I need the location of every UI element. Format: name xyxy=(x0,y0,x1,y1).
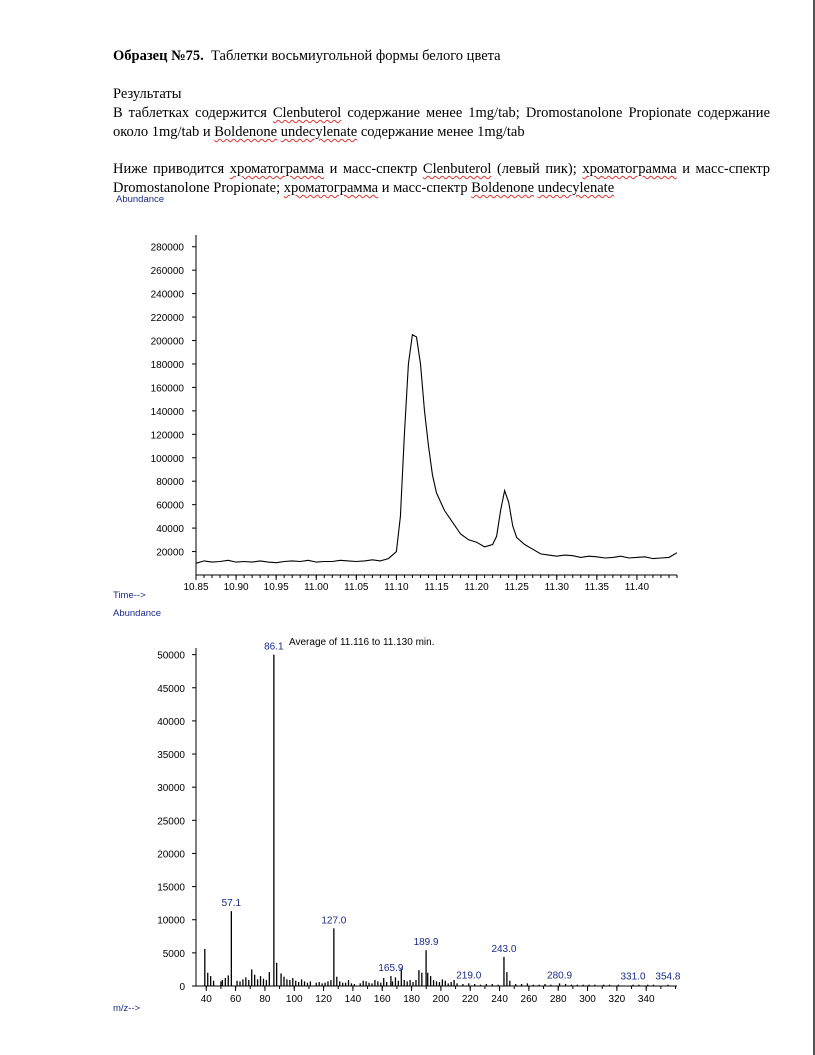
y-tick-label: 50000 xyxy=(157,650,185,662)
sample-label: Образец №75. xyxy=(113,48,204,64)
text-run: содержание менее 1mg/tab xyxy=(357,124,525,140)
x-tick-label: 180 xyxy=(403,994,420,1005)
y-tick-label: 240000 xyxy=(150,289,184,301)
peak-label: 280.9 xyxy=(547,970,573,982)
x-tick-label: 320 xyxy=(608,994,626,1005)
peak-label: 57.1 xyxy=(221,898,242,910)
peak-label: 331.0 xyxy=(620,971,646,983)
spellcheck-word: undecylenate xyxy=(280,124,358,140)
spellcheck-word: хроматограмма xyxy=(582,161,677,177)
y-tick-label: 120000 xyxy=(150,430,184,442)
x-tick-label: 11.05 xyxy=(344,582,369,593)
x-tick-label: 11.15 xyxy=(424,582,449,593)
peak-label: 354.8 xyxy=(655,971,681,983)
x-tick-label: 11.10 xyxy=(384,582,409,593)
x-tick-label: 200 xyxy=(432,994,450,1005)
spectrum-x-axis-label: m/z--> xyxy=(113,1003,141,1014)
y-tick-label: 0 xyxy=(179,982,185,993)
y-tick-label: 180000 xyxy=(150,359,184,371)
y-tick-label: 10000 xyxy=(157,915,185,927)
peak-label: 189.9 xyxy=(413,937,439,949)
x-tick-label: 280 xyxy=(549,994,567,1005)
y-tick-label: 80000 xyxy=(156,477,184,489)
y-tick-label: 20000 xyxy=(156,547,184,559)
y-tick-label: 200000 xyxy=(150,336,184,348)
y-tick-label: 25000 xyxy=(157,816,185,828)
x-tick-label: 220 xyxy=(461,994,479,1005)
peak-label: 165.9 xyxy=(378,963,404,975)
peak-label: 219.0 xyxy=(456,970,482,982)
x-tick-label: 11.20 xyxy=(464,582,489,593)
text-run: Ниже приводится xyxy=(113,161,230,177)
y-tick-label: 220000 xyxy=(150,313,184,325)
spellcheck-word: Clenbuterol xyxy=(422,161,492,177)
y-tick-label: 5000 xyxy=(162,948,185,960)
y-tick-label: 280000 xyxy=(150,242,184,254)
x-tick-label: 60 xyxy=(230,994,242,1005)
spellcheck-word: хроматограмма xyxy=(283,180,379,196)
chromatogram-x-axis-label: Time--> xyxy=(113,590,146,601)
y-tick-label: 100000 xyxy=(150,453,184,465)
spellcheck-word: Clenbuterol xyxy=(272,105,342,121)
x-tick-label: 10.90 xyxy=(223,582,249,593)
x-tick-label: 260 xyxy=(520,994,538,1005)
peak-label: 86.1 xyxy=(264,641,284,653)
text-run: В таблетках содержится xyxy=(113,105,273,121)
y-tick-label: 35000 xyxy=(157,750,185,762)
results-heading: Результаты xyxy=(113,86,182,102)
x-tick-label: 140 xyxy=(344,994,362,1005)
x-tick-label: 160 xyxy=(373,994,391,1005)
y-tick-label: 40000 xyxy=(157,716,185,728)
y-tick-label: 30000 xyxy=(157,783,185,795)
spellcheck-word: хроматограмма xyxy=(229,161,325,177)
text-run: содержание менее 1mg/tab; Dromostanolone Propionate содержание около 1mg/tab и xyxy=(113,105,771,140)
y-tick-label: 260000 xyxy=(150,266,184,278)
x-tick-label: 100 xyxy=(285,994,303,1005)
text-run: (левый пик); xyxy=(491,161,583,177)
spellcheck-word: Boldenone xyxy=(214,124,278,140)
y-tick-label: 60000 xyxy=(156,500,184,512)
y-tick-label: 45000 xyxy=(157,683,185,695)
x-tick-label: 40 xyxy=(200,994,212,1005)
x-tick-label: 80 xyxy=(259,994,271,1005)
x-tick-label: 10.95 xyxy=(263,582,289,593)
y-tick-label: 40000 xyxy=(156,524,184,536)
peak-label: 127.0 xyxy=(321,915,347,927)
x-tick-label: 11.40 xyxy=(624,582,650,593)
x-tick-label: 11.00 xyxy=(304,582,329,593)
spectrum-y-axis-label: Abundance xyxy=(113,608,162,619)
chromatogram-y-axis-label: Abundance xyxy=(116,194,165,205)
x-tick-label: 120 xyxy=(315,994,332,1005)
text-run: и масс-спектр Dromostanolone Propionate; xyxy=(113,161,770,196)
spectrum-annotation: Average of 11.116 to 11.130 min. xyxy=(289,637,435,648)
x-tick-label: 300 xyxy=(579,994,596,1005)
x-tick-label: 10.85 xyxy=(183,582,209,593)
sample-description: Таблетки восьмиугольной формы белого цвета xyxy=(211,48,501,64)
x-tick-label: 340 xyxy=(637,994,655,1005)
text-run: и масс-спектр xyxy=(324,161,423,177)
y-tick-label: 140000 xyxy=(150,406,184,418)
x-tick-label: 11.35 xyxy=(584,582,609,593)
x-tick-label: 11.30 xyxy=(544,582,569,593)
peak-label: 243.0 xyxy=(491,943,517,955)
y-tick-label: 20000 xyxy=(157,849,185,861)
x-tick-label: 11.25 xyxy=(504,582,529,593)
x-tick-label: 240 xyxy=(491,994,508,1005)
spellcheck-word: undecylenate xyxy=(537,180,615,196)
text-run: и масс-спектр xyxy=(378,180,472,196)
y-tick-label: 160000 xyxy=(150,383,184,395)
spellcheck-word: Boldenone xyxy=(471,180,535,196)
y-tick-label: 15000 xyxy=(157,882,185,894)
